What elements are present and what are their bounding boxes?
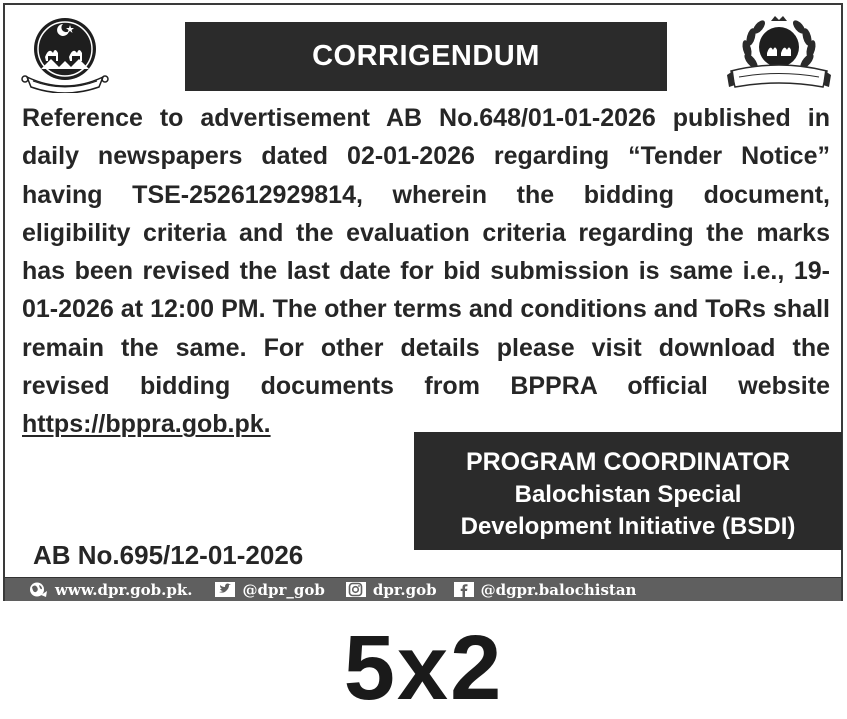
footer-social-bar	[5, 577, 841, 601]
information-department-emblem-icon	[723, 13, 835, 95]
ad-size-label: 5x2	[343, 617, 504, 719]
footer-website	[27, 581, 192, 599]
bppra-website-link[interactable]: https://bppra.gob.pk.	[22, 410, 271, 439]
signatory-title: PROGRAM COORDINATOR	[465, 448, 791, 476]
ab-number: AB No.695/12-01-2026	[33, 540, 304, 570]
corrigendum-body	[22, 99, 830, 444]
page-title: CORRIGENDUM	[312, 40, 540, 72]
facebook-handle: @dgpr.balochistan	[480, 580, 637, 599]
body-text: Reference to advertisement AB No.648/01-01-2026 published in daily newspapers dated 02-01-2026 regarding “Tender Notice” having TSE-252612929814, wherein the bidding document, eligibility criteria and the evaluation criteria regarding the marks has been revised the last date for bid submission is same i.e., 19-01-2026 at 12:00 PM. The other terms and conditions and ToRs shall remain the same. For other details please visit download the revised bidding documents from BPPRA official website	[22, 104, 830, 401]
twitter-handle: @dpr_gob	[242, 580, 325, 599]
footer-twitter	[214, 581, 324, 599]
balochistan-government-emblem-icon	[19, 15, 111, 93]
signatory-box	[414, 432, 842, 550]
footer-instagram	[345, 581, 437, 599]
website-url: www.dpr.gob.pk.	[55, 580, 193, 599]
corrigendum-banner	[185, 22, 667, 91]
instagram-icon	[345, 581, 367, 598]
signatory-organization: Balochistan Special	[514, 481, 742, 508]
advertisement	[3, 3, 843, 601]
signatory-organization-line2: Development Initiative (BSDI)	[460, 513, 796, 540]
twitter-icon	[214, 581, 236, 598]
footer-facebook	[453, 581, 637, 599]
globe-icon	[27, 581, 49, 598]
instagram-handle: dpr.gob	[372, 580, 437, 599]
facebook-icon	[453, 581, 475, 598]
